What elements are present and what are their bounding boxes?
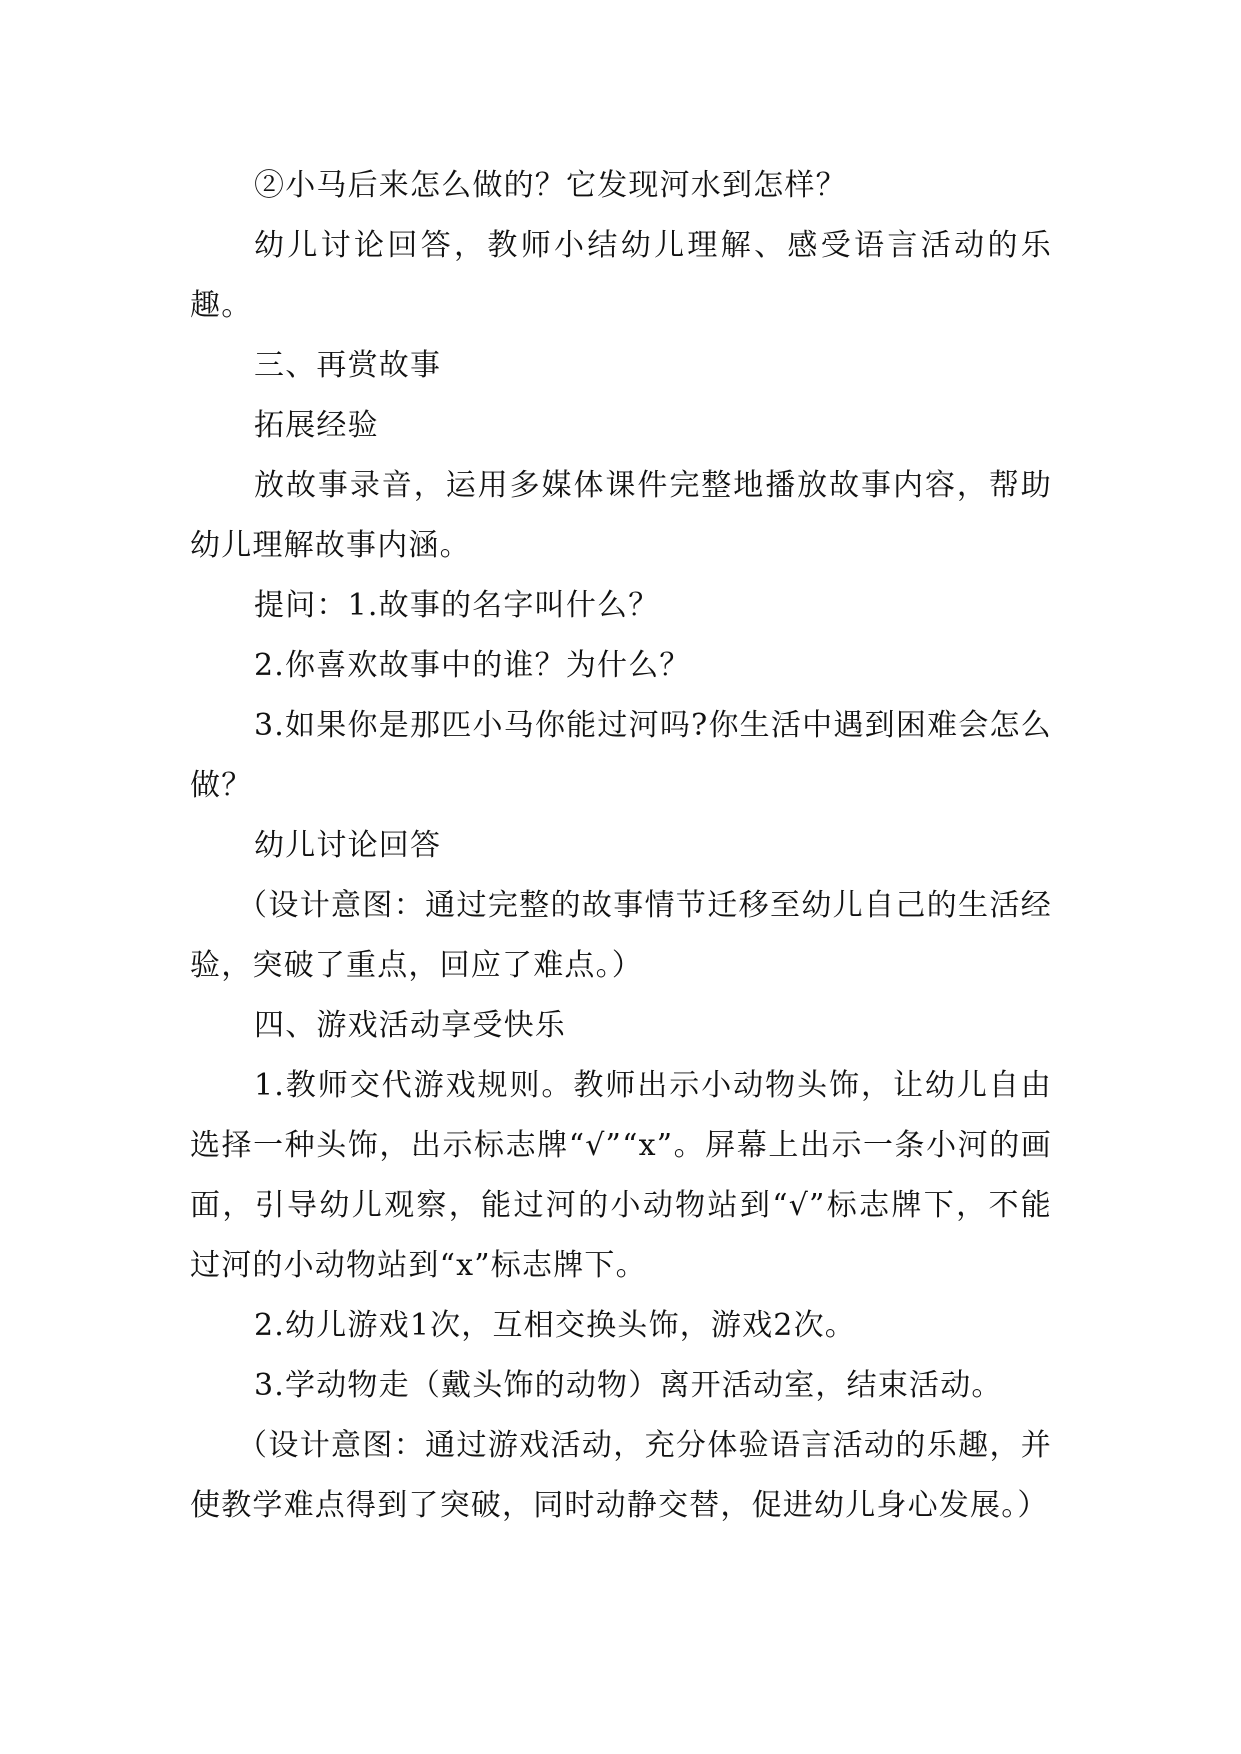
- question-item-3: 3.如果你是那匹小马你能过河吗?你生活中遇到困难会怎么做？: [190, 708, 1052, 803]
- design-intent-paragraph-1: （设计意图：通过完整的故事情节迁移至幼儿自己的生活经验，突破了重点，回应了难点。）: [190, 888, 1052, 983]
- ending-activity-paragraph: 3.学动物走（戴头饰的动物）离开活动室，结束活动。: [254, 1368, 1003, 1403]
- game-rounds-paragraph: 2.幼儿游戏1次，互相交换头饰，游戏2次。: [254, 1308, 856, 1343]
- story-recording-paragraph: 放故事录音，运用多媒体课件完整地播放故事内容，帮助幼儿理解故事内涵。: [190, 468, 1052, 563]
- discussion-summary-paragraph: 幼儿讨论回答，教师小结幼儿理解、感受语言活动的乐趣。: [190, 228, 1052, 323]
- question-item-2: 2.你喜欢故事中的谁？为什么？: [254, 648, 691, 683]
- subheading-expand-experience: 拓展经验: [254, 408, 379, 443]
- design-intent-paragraph-2: （设计意图：通过游戏活动，充分体验语言活动的乐趣，并使教学难点得到了突破，同时动静交替，促进幼儿身心发展。）: [190, 1428, 1052, 1523]
- question-paragraph: ②小马后来怎么做的？它发现河水到怎样？: [254, 168, 847, 203]
- question-item-1: 提问：1.故事的名字叫什么？: [254, 588, 660, 623]
- game-rules-paragraph: 1.教师交代游戏规则。教师出示小动物头饰，让幼儿自由选择一种头饰，出示标志牌“√”“x”。屏幕上出示一条小河的画面，引导幼儿观察，能过河的小动物站到“√”标志牌下，不能过河的小动物站到“x”标志牌下。: [190, 1068, 1052, 1283]
- section-heading-three: 三、再赏故事: [254, 348, 442, 383]
- discussion-paragraph: 幼儿讨论回答: [254, 828, 442, 863]
- section-heading-four: 四、游戏活动享受快乐: [254, 1008, 566, 1043]
- document-body: [190, 156, 1052, 1536]
